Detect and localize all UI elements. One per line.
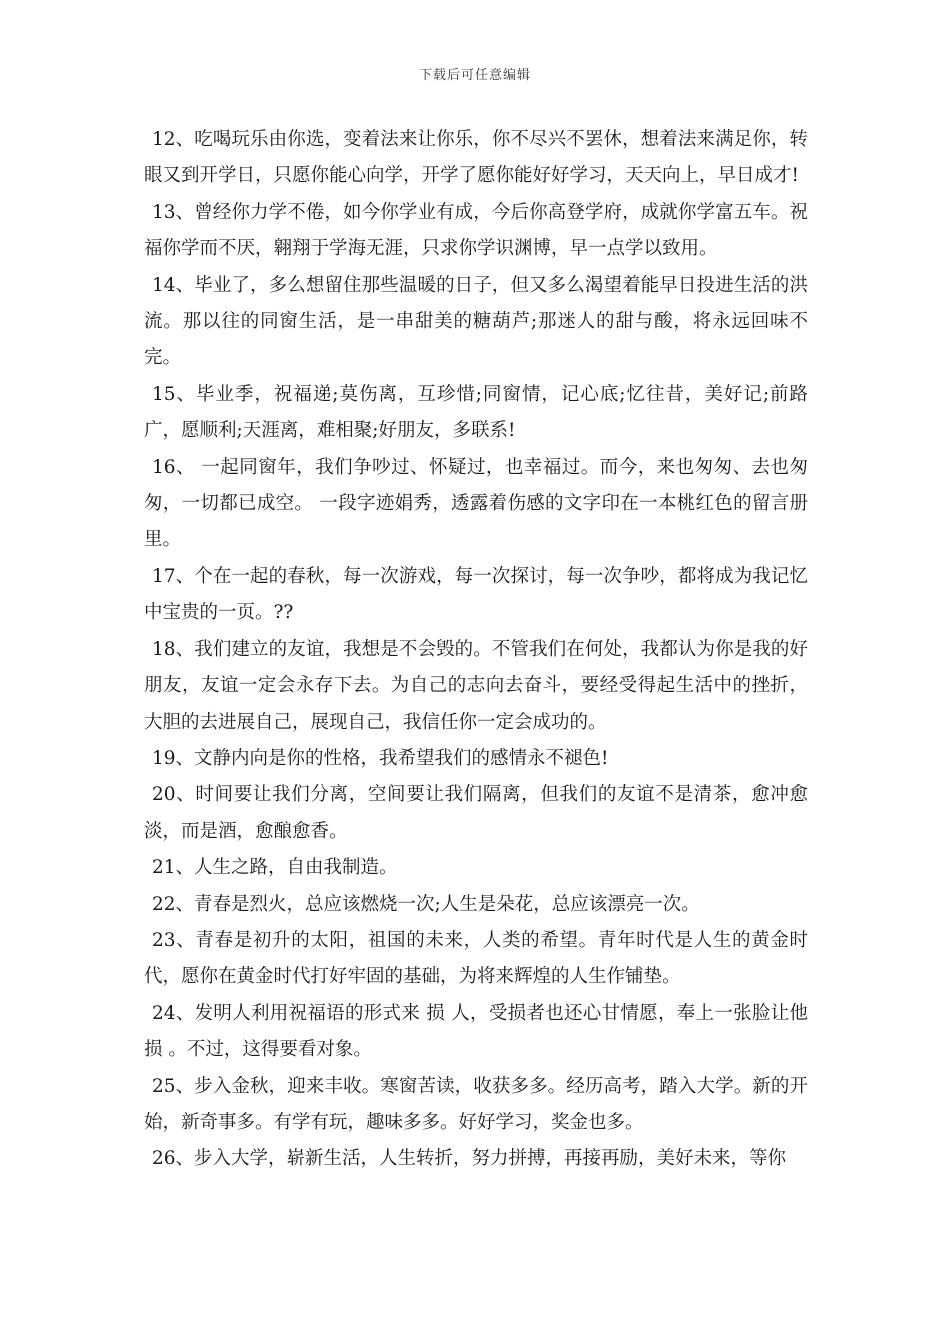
paragraph-18: 18、我们建立的友谊，我想是不会毁的。不管我们在何处，我都认为你是我的好朋友，友谊一定会永存下去。为自己的志向去奋斗，要经受得起生活中的挫折，大胆的去进展自己，展现自己，我信任你一定会成功的。: [144, 638, 808, 733]
page-header-note: 下载后可任意编辑: [418, 68, 531, 83]
paragraph-14: 14、毕业了，多么想留住那些温暖的日子，但又多么渴望着能早日投进生活的洪流。那以往的同窗生活，是一串甜美的糖葫芦;那迷人的甜与酸，将永远回味不完。: [144, 274, 808, 369]
paragraph-16: 16、 一起同窗年，我们争吵过、怀疑过，也幸福过。而今，来也匆匆、去也匆匆，一切都已成空。 一段字迹娟秀，透露着伤感的文字印在一本桃红色的留言册里。: [144, 456, 808, 551]
paragraph-26: 26、步入大学，崭新生活，人生转折，努力拼搏，再接再励，美好未来，等你: [152, 1148, 787, 1170]
paragraph-25: 25、步入金秋，迎来丰收。寒窗苦读，收获多多。经历高考，踏入大学。新的开始，新奇事多。有学有玩，趣味多多。好好学习，奖金也多。: [144, 1075, 808, 1133]
paragraph-24: 24、发明人利用祝福语的形式来 损 人，受损者也还心甘情愿，奉上一张脸让他 损 。不过，这得要看对象。: [144, 1002, 808, 1061]
paragraph-19: 19、文静内向是你的性格，我希望我们的感情永不褪色!: [152, 747, 609, 769]
paragraph-13: 13、曾经你力学不倦，如今你学业有成，今后你高登学府，成就你学富五车。祝福你学而不厌，翱翔于学海无涯，只求你学识渊博，早一点学以致用。: [144, 201, 808, 260]
paragraph-20: 20、时间要让我们分离，空间要让我们隔离，但我们的友谊不是清茶，愈冲愈淡，而是酒，愈酿愈香。: [144, 784, 808, 842]
paragraph-15: 15、毕业季，祝福递;莫伤离，互珍惜;同窗情，记心底;忆往昔，美好记;前路广，愿顺利;天涯离，难相聚;好朋友，多联系!: [144, 383, 808, 442]
paragraph-23: 23、青春是初升的太阳，祖国的未来，人类的希望。青年时代是人生的黄金时代，愿你在黄金时代打好牢固的基础，为将来辉煌的人生作铺垫。: [144, 929, 808, 988]
paragraph-12: 12、吃喝玩乐由你选，变着法来让你乐，你不尽兴不罢休，想着法来满足你，转眼又到开学日，只愿你能心向学，开学了愿你能好好学习，天天向上，早日成才!: [144, 129, 808, 187]
paragraph-22: 22、青春是烈火，总应该燃烧一次;人生是朵花，总应该漂亮一次。: [152, 893, 700, 915]
paragraph-21: 21、人生之路，自由我制造。: [152, 857, 398, 879]
paragraph-17: 17、个在一起的春秋，每一次游戏，每一次探讨，每一次争吵，都将成为我记忆中宝贵的一页。??: [144, 565, 808, 624]
document-body: [144, 122, 808, 1178]
